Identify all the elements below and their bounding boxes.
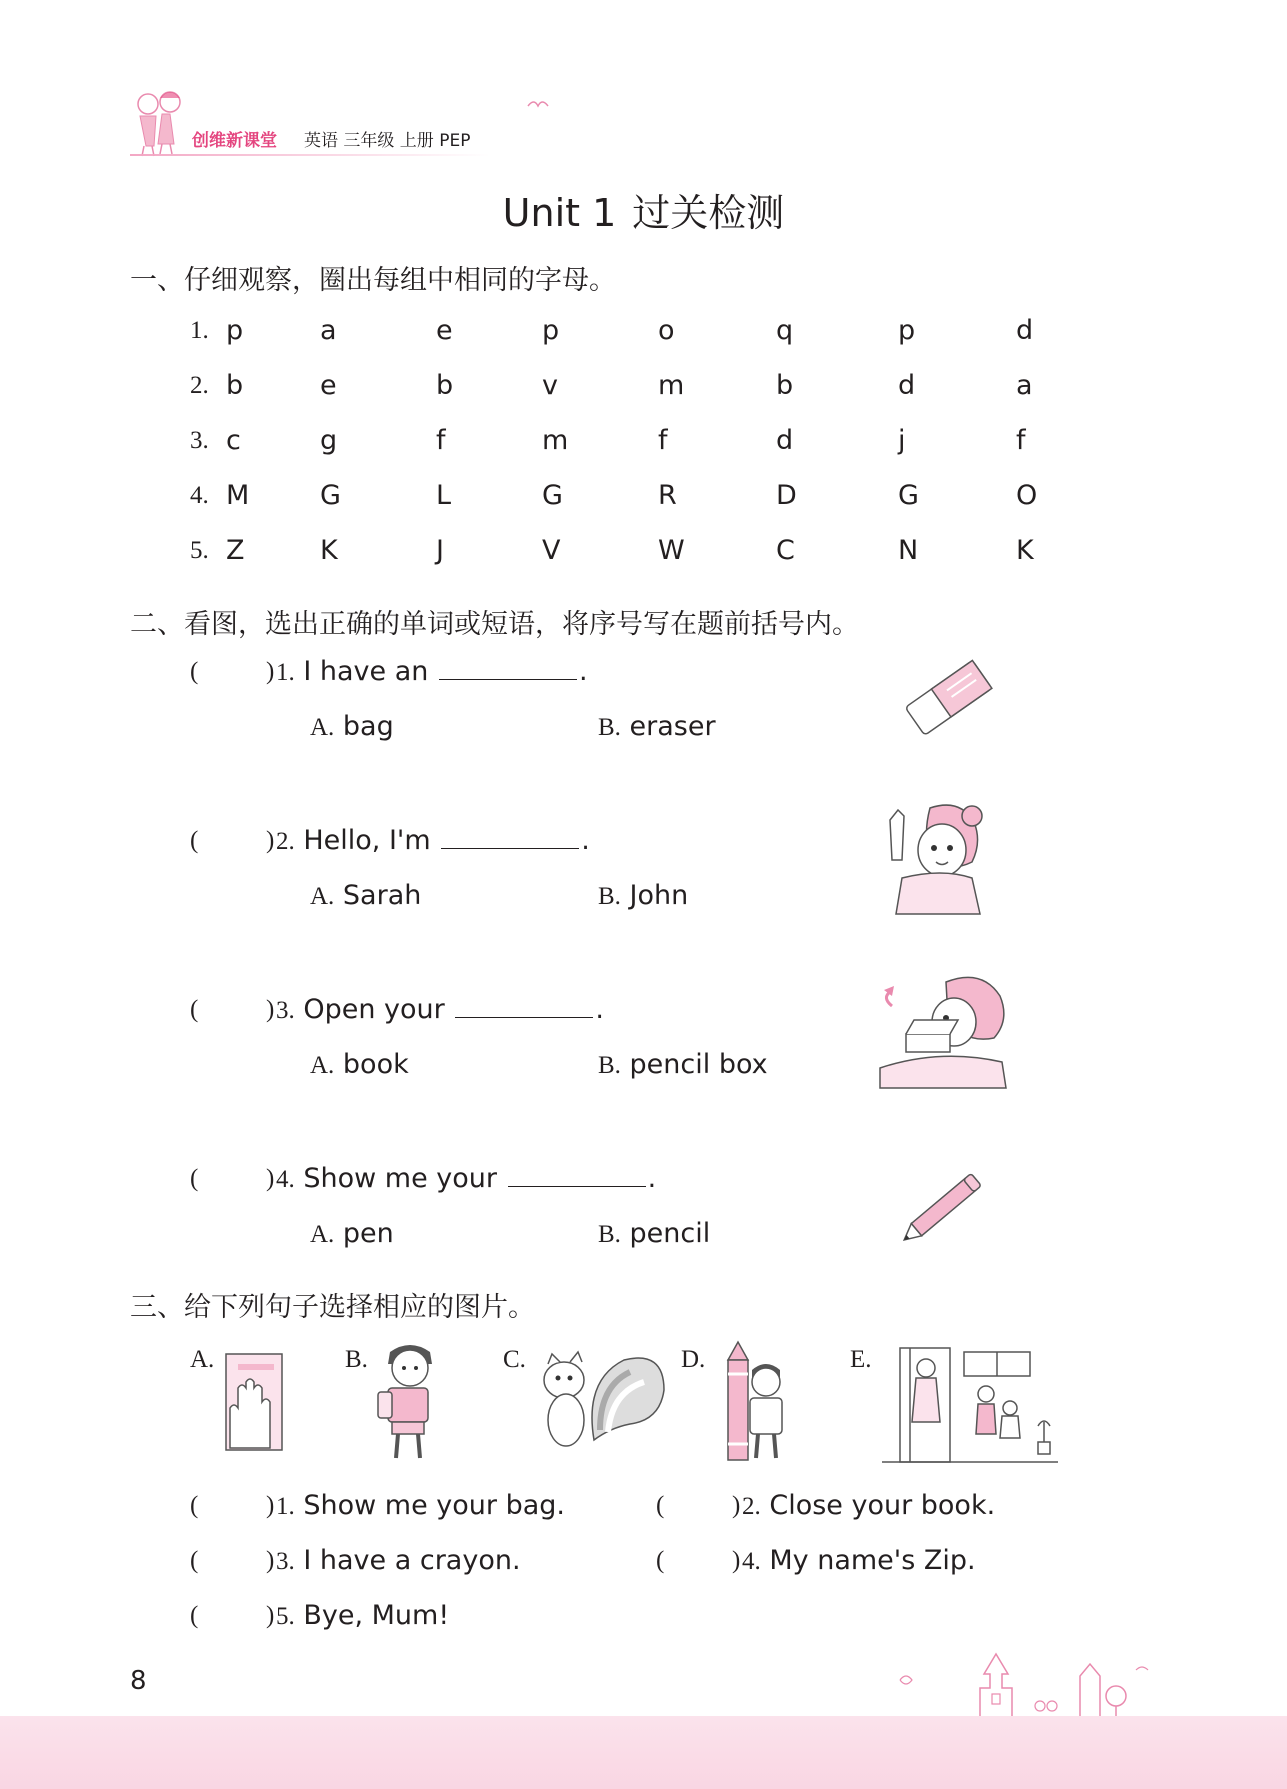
letter-option[interactable]: L <box>436 480 452 511</box>
letter-option[interactable]: f <box>658 425 668 456</box>
section2-heading: 二、看图，选出正确的单词或短语，将序号写在题前括号内。 <box>130 609 859 640</box>
row-number: 5. <box>190 537 209 564</box>
option-b-text: John <box>629 880 689 911</box>
letter-option[interactable]: v <box>542 370 558 401</box>
letter-option[interactable]: o <box>658 315 675 346</box>
page-header <box>130 82 530 162</box>
squirrel-icon <box>534 1350 666 1454</box>
letter-option[interactable]: D <box>776 480 797 511</box>
kids-logo-icon <box>130 82 190 160</box>
letter-option[interactable]: W <box>658 535 685 566</box>
sentence-text: Show me your bag. <box>303 1490 565 1521</box>
letter-option[interactable]: p <box>898 315 916 346</box>
letter-option[interactable]: M <box>226 480 250 511</box>
letter-option[interactable]: j <box>898 425 906 456</box>
option-b-text: eraser <box>629 711 716 742</box>
row-number: 1. <box>190 317 209 344</box>
row-number: 2. <box>190 372 209 399</box>
letter-option[interactable]: p <box>542 315 560 346</box>
answer-paren-close: ) <box>266 1492 275 1519</box>
option-b-text: pencil box <box>629 1049 768 1080</box>
letter-option[interactable]: b <box>776 370 794 401</box>
letter-option[interactable]: f <box>436 425 446 456</box>
book-subtitle: 英语 三年级 上册 PEP <box>304 131 471 151</box>
question-number: 3. <box>276 997 295 1024</box>
answer-paren-open: ( <box>190 1165 199 1192</box>
girl-waving-icon <box>880 800 1000 915</box>
answer-paren-open: ( <box>190 1602 199 1629</box>
letter-option[interactable]: C <box>776 535 795 566</box>
question-text: I have an <box>303 656 429 687</box>
option-b-label: B. <box>598 714 621 741</box>
hand-on-book-icon <box>220 1352 288 1454</box>
letter-option[interactable]: K <box>320 535 338 566</box>
option-b-label: B. <box>598 1221 621 1248</box>
letter-option[interactable]: g <box>320 425 338 456</box>
answer-paren-close: ) <box>266 658 275 685</box>
letter-option[interactable]: d <box>1016 315 1034 346</box>
question-text: Show me your <box>303 1163 497 1194</box>
boy-with-bag-icon <box>372 1342 448 1464</box>
question-line <box>276 825 590 856</box>
option-b-text: pencil <box>629 1218 711 1249</box>
option-a-label: A. <box>310 714 335 741</box>
letter-option[interactable]: N <box>898 535 919 566</box>
answer-paren-open: ( <box>190 996 199 1023</box>
question-end: . <box>647 1163 657 1194</box>
answer-paren-close: ) <box>732 1492 741 1519</box>
answer-paren-open: ( <box>190 1547 199 1574</box>
sentence-text: My name's Zip. <box>769 1545 976 1576</box>
letter-option[interactable]: G <box>320 480 341 511</box>
option-b-label: B. <box>598 1052 621 1079</box>
question-end: . <box>595 994 604 1025</box>
sentence-number: 3. <box>276 1548 295 1575</box>
eraser-icon <box>896 654 996 738</box>
option-a[interactable] <box>310 711 394 742</box>
answer-paren-open: ( <box>656 1492 665 1519</box>
row-number: 4. <box>190 482 209 509</box>
sentence-line <box>276 1545 521 1576</box>
sentence-text: Close your book. <box>769 1490 996 1521</box>
sentence-number: 1. <box>276 1493 295 1520</box>
castle-decoration-icon <box>880 1650 1170 1720</box>
letter-option[interactable]: p <box>226 315 244 346</box>
picture-label: C. <box>503 1346 526 1373</box>
letter-option[interactable]: b <box>436 370 454 401</box>
section1-heading: 一、仔细观察，圈出每组中相同的字母。 <box>130 265 616 296</box>
question-end: . <box>578 656 588 687</box>
answer-box[interactable] <box>202 823 262 855</box>
answer-paren-close: ) <box>266 1547 275 1574</box>
option-b-label: B. <box>598 883 621 910</box>
question-line <box>276 1163 656 1194</box>
question-number: 1. <box>276 659 295 686</box>
letter-option[interactable]: Z <box>226 535 245 566</box>
letter-option[interactable]: e <box>320 370 337 401</box>
answer-box[interactable] <box>202 1161 262 1193</box>
option-a[interactable] <box>310 1049 409 1080</box>
option-a[interactable] <box>310 1218 394 1249</box>
answer-paren-close: ) <box>266 1165 275 1192</box>
sentence-line <box>276 1600 449 1631</box>
answer-paren-close: ) <box>266 827 275 854</box>
option-a[interactable] <box>310 880 421 911</box>
page-number: 8 <box>130 1666 147 1696</box>
option-a-text: pen <box>342 1218 394 1249</box>
header-rule <box>130 154 490 156</box>
answer-box[interactable] <box>202 1598 262 1630</box>
letter-option[interactable]: G <box>542 480 563 511</box>
option-a-label: A. <box>310 1221 335 1248</box>
letter-option[interactable]: J <box>436 535 444 566</box>
question-text: Open your <box>303 994 445 1025</box>
unit-label: Unit 1 <box>502 191 617 235</box>
letter-option[interactable]: R <box>658 480 677 511</box>
option-a-label: A. <box>310 883 335 910</box>
answer-paren-open: ( <box>656 1547 665 1574</box>
family-at-door-icon <box>880 1346 1060 1464</box>
fill-blank[interactable] <box>439 657 577 680</box>
option-a-text: book <box>342 1049 409 1080</box>
answer-paren-open: ( <box>190 658 199 685</box>
fill-blank[interactable] <box>508 1164 646 1187</box>
letter-option[interactable]: V <box>542 535 561 566</box>
test-name: 过关检测 <box>632 191 785 235</box>
answer-paren-close: ) <box>266 996 275 1023</box>
answer-paren-open: ( <box>190 1492 199 1519</box>
letter-option[interactable]: K <box>1016 535 1034 566</box>
letter-option[interactable]: b <box>226 370 244 401</box>
question-number: 2. <box>276 828 295 855</box>
letter-option[interactable]: a <box>1016 370 1033 401</box>
question-line <box>276 656 588 687</box>
answer-box[interactable] <box>202 1488 262 1520</box>
sentence-number: 4. <box>742 1548 761 1575</box>
option-a-text: bag <box>342 711 394 742</box>
answer-box[interactable] <box>202 1543 262 1575</box>
letter-option[interactable]: m <box>658 370 685 401</box>
question-end: . <box>581 825 590 856</box>
sentence-line <box>742 1545 976 1576</box>
answer-paren-close: ) <box>732 1547 741 1574</box>
letter-option[interactable]: a <box>320 315 337 346</box>
sentence-number: 2. <box>742 1493 761 1520</box>
question-line <box>276 994 604 1025</box>
picture-label: B. <box>345 1346 368 1373</box>
letter-option[interactable]: O <box>1016 480 1038 511</box>
picture-label: A. <box>190 1346 215 1373</box>
footer-band <box>0 1716 1287 1789</box>
page-title <box>0 182 1287 237</box>
letter-option[interactable]: d <box>898 370 916 401</box>
question-number: 4. <box>276 1166 295 1193</box>
option-b[interactable] <box>598 1049 768 1080</box>
brand-name: 创维新课堂 <box>192 131 277 151</box>
picture-label: D. <box>681 1346 706 1373</box>
answer-paren-open: ( <box>190 827 199 854</box>
answer-box[interactable] <box>202 654 262 686</box>
answer-box[interactable] <box>668 1488 728 1520</box>
sentence-line <box>276 1490 565 1521</box>
answer-paren-close: ) <box>266 1602 275 1629</box>
letter-option[interactable]: q <box>776 315 794 346</box>
option-a-label: A. <box>310 1052 335 1079</box>
fill-blank[interactable] <box>455 995 593 1018</box>
option-b[interactable] <box>598 711 716 742</box>
letter-option[interactable]: e <box>436 315 453 346</box>
letter-option[interactable]: f <box>1016 425 1026 456</box>
sentence-line <box>742 1490 995 1521</box>
girl-opening-box-icon <box>876 972 1012 1090</box>
option-b[interactable] <box>598 880 688 911</box>
option-b[interactable] <box>598 1218 710 1249</box>
pencil-icon <box>890 1160 996 1260</box>
question-text: Hello, I'm <box>303 825 431 856</box>
letter-option[interactable]: c <box>226 425 241 456</box>
bird-icon <box>526 96 550 114</box>
sentence-text: I have a crayon. <box>303 1545 521 1576</box>
sentence-text: Bye, Mum! <box>303 1600 450 1631</box>
sentence-number: 5. <box>276 1603 295 1630</box>
letter-option[interactable]: m <box>542 425 569 456</box>
answer-box[interactable] <box>202 992 262 1024</box>
section3-heading: 三、给下列句子选择相应的图片。 <box>130 1292 535 1323</box>
letter-option[interactable]: d <box>776 425 794 456</box>
answer-box[interactable] <box>668 1543 728 1575</box>
picture-label: E. <box>850 1346 872 1373</box>
letter-option[interactable]: G <box>898 480 919 511</box>
fill-blank[interactable] <box>441 826 579 849</box>
option-a-text: Sarah <box>342 880 422 911</box>
boy-with-crayon-icon <box>716 1340 792 1464</box>
row-number: 3. <box>190 427 209 454</box>
